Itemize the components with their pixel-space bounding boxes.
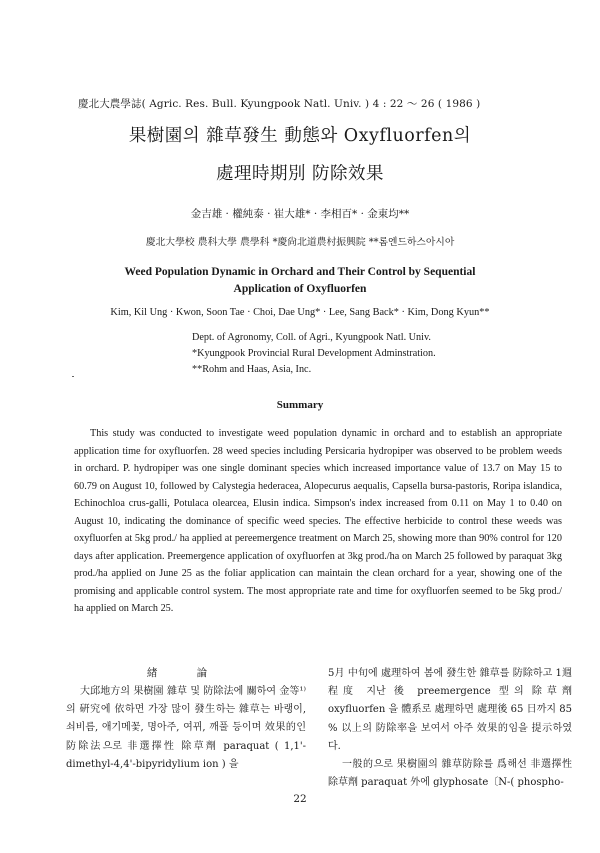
page-number: 22 [293,793,307,805]
title-ko-line2: 處理時期別 防除效果 [215,164,385,184]
intro-left-column [66,683,306,774]
intro-right-paragraph-1: 5月 中旬에 處理하여 봄에 發生한 雜草를 防除하고 1週程度 지난 後 preemergence 型의 除草劑 oxyfluorfen 을 體系로 處理하면 處理後 65 日까지 85 % 以上의 防除率을 보여서 아주 效果的임을 提示하였다. [328,668,572,752]
summary-heading: Summary [276,399,324,411]
authors-english: Kim, Kil Ung · Kwon, Soon Tae · Choi, Dae Ung* · Lee, Sang Back* · Kim, Dong Kyun** [110,307,490,318]
title-en-line1: Weed Population Dynamic in Orchard and Their Control by Sequential [124,266,476,278]
affiliations-korean: 慶北大學校 農科大學 農學科 *慶尙北道農村振興院 **롬엔드하스아시아 [145,237,455,248]
journal-citation: 慶北大農學誌( Agric. Res. Bull. Kyungpook Natl. Univ. ) 4 : 22 ～ 26 ( 1986 ) [78,98,481,110]
intro-left-paragraph: 大邱地方의 果樹園 雜草 및 防除法에 關하여 金等¹⁾의 硏究에 依하면 가장 많이 發生하는 雜草는 바랭이, 쇠비름, 애기메꽃, 명아주, 여뀌, 깨풀 등이며 效果的인 防除法으로 非選擇性 除草劑 paraquat ( 1,1'-dimethyl-4,4'-bipyridylium ion ) 을 [66,686,306,770]
summary-abstract [74,425,562,618]
intro-right-column [328,665,572,792]
scan-speck [72,376,74,377]
title-ko-line1: 果樹園의 雜草發生 動態와 Oxyfluorfen의 [128,126,472,146]
affiliation-en-1: Dept. of Agronomy, Coll. of Agri., Kyungpook Natl. Univ. [192,332,431,343]
summary-paragraph: This study was conducted to investigate weed population dynamic in orchard and to establish an appropriate application time for oxyfluorfen. 28 weed species including Persicaria hydropiper was observed to be problem weeds in orchard. P. hydropiper was one single dominant species which increased importance value of 13.7 on May 15 to 60.79 on August 10, followed by Calystegia hederacea, Alopecurus aequalis, Capsella bursa-pastoris, Roripa islandica, Echinochloa crus-galli, Potulaca olearcea, Elusin indica. Simpson's index increased from 0.11 on May 1 to 0.40 on August 10, indicating the dominance of specific weed species. The effective herbicide to control these weeds was oxyfluorfen at 5kg prod./ ha applied at pereemergence treatment on March 25, showing more than 90% control for 120 days after application. Preemergence application of oxyfluorfen at 3kg prod./ha on March 25 followed by paraquat 3kg prod./ha applied on June 25 as the foliar application can maintain the clean orchard for a year, showing one of the promising and applicable control system. The most appropriate rate and time for oxyfluorfen seemed to be 5kg prod./ ha applied on March 25. [74,428,562,615]
affiliation-en-3: **Rohm and Haas, Asia, Inc. [192,364,312,375]
authors-korean: 金吉雄 · 權純泰 · 崔大雄* · 李相百* · 金東均** [190,208,410,220]
intro-right-paragraph-2: 一般的으로 果樹園의 雜草防除를 爲해선 非選擇性 除草劑 paraquat 外에 glyphosate〔N-( phospho- [328,759,572,789]
affiliation-en-2: *Kyungpook Provincial Rural Development Adminstration. [192,348,436,359]
intro-heading: 緖 論 [146,667,226,679]
title-en-line2: Application of Oxyfluorfen [233,283,367,295]
